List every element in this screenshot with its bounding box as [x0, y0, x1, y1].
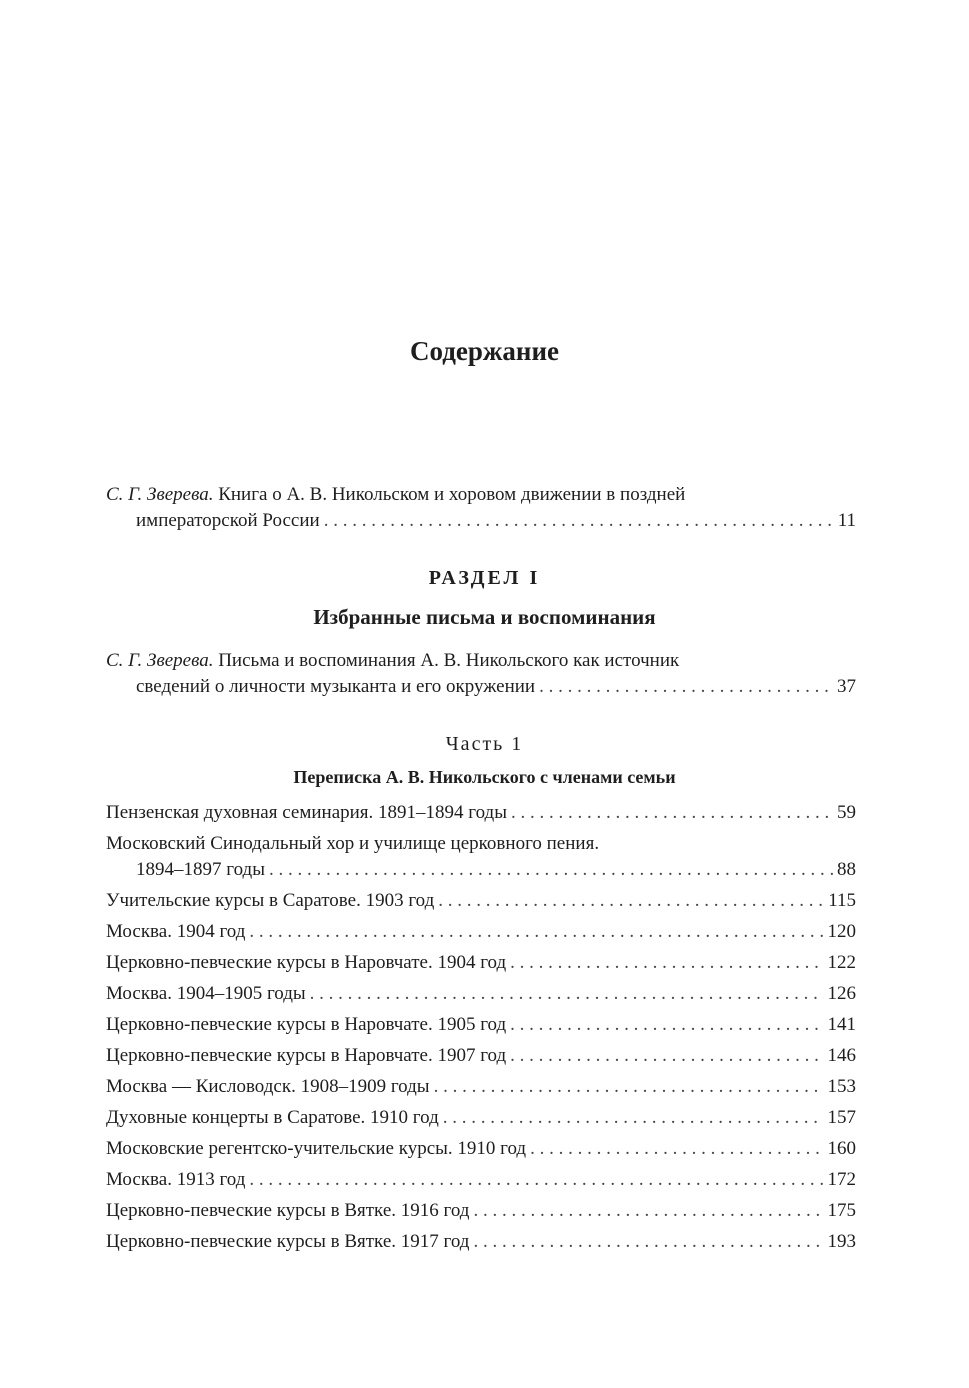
toc-entry-author: С. Г. Зверева.: [106, 650, 214, 671]
dot-leader: [510, 1043, 823, 1069]
section-label: РАЗДЕЛ I: [428, 567, 541, 589]
toc-entry[interactable]: [106, 1229, 856, 1255]
dot-leader: [539, 674, 833, 700]
toc-entry-title: Церковно-певческие курсы в Наровчате. 1905 год: [106, 1014, 507, 1035]
toc-entry-title: Москва. 1904 год: [106, 921, 246, 942]
toc-entry-row: [106, 1074, 856, 1100]
toc-entry-title: Письма и воспоминания А. В. Никольского как источник: [213, 650, 680, 671]
toc-page-number: 120: [827, 921, 856, 942]
toc-entry-row: [106, 800, 856, 826]
dot-leader: [473, 1198, 823, 1224]
dot-leader: [310, 981, 824, 1007]
dot-leader: [530, 1136, 823, 1162]
toc-entry-row: [106, 1167, 856, 1193]
toc-entry-first-line: [106, 648, 856, 674]
toc-page-number: 115: [828, 890, 856, 911]
toc-entry[interactable]: [106, 1105, 856, 1131]
part-label: Часть 1: [445, 733, 524, 755]
toc-entry-title: Церковно-певческие курсы в Вятке. 1917 год: [106, 1231, 470, 1252]
toc-page-number: 157: [827, 1107, 856, 1128]
toc-entry-section1-intro[interactable]: [106, 648, 856, 700]
toc-entry[interactable]: [106, 1043, 856, 1069]
toc-entry[interactable]: [106, 888, 856, 914]
toc-entry-title-continued: императорской России: [136, 510, 320, 531]
dot-leader: [473, 1229, 823, 1255]
toc-entry-title: Книга о А. В. Никольском и хоровом движении в поздней: [213, 484, 686, 505]
toc-entry-title: Духовные концерты в Саратове. 1910 год: [106, 1107, 439, 1128]
dot-leader: [510, 950, 823, 976]
toc-entry-row: [106, 508, 856, 534]
toc-entry[interactable]: [106, 800, 856, 826]
toc-entry[interactable]: [106, 950, 856, 976]
toc-entry-author: С. Г. Зверева.: [106, 484, 214, 505]
toc-page-number: 122: [827, 952, 856, 973]
toc-page-number: 153: [827, 1076, 856, 1097]
toc-entry-intro[interactable]: [106, 482, 856, 534]
dot-leader: [249, 919, 823, 945]
dot-leader: [324, 508, 834, 534]
toc-entry[interactable]: [106, 1167, 856, 1193]
toc-page-number: 37: [837, 676, 856, 697]
toc-entry[interactable]: [106, 981, 856, 1007]
page-title: Содержание: [409, 336, 560, 366]
toc-entry-title: Церковно-певческие курсы в Наровчате. 1907 год: [106, 1045, 507, 1066]
toc-page-number: 59: [837, 802, 856, 823]
dot-leader: [510, 1012, 823, 1038]
toc-page-number: 146: [827, 1045, 856, 1066]
part-title: Переписка А. В. Никольского с членами семьи: [293, 767, 676, 787]
toc-entry-row: [106, 674, 856, 700]
dot-leader: [249, 1167, 823, 1193]
toc-page-number: 126: [827, 983, 856, 1004]
toc-entry-row: [106, 1012, 856, 1038]
toc-entry-row: [106, 888, 856, 914]
toc-entry-row: [106, 950, 856, 976]
toc-page-number: 175: [827, 1200, 856, 1221]
toc-page-number: 88: [837, 859, 856, 880]
toc-entry-title: Церковно-певческие курсы в Вятке. 1916 год: [106, 1200, 470, 1221]
dot-leader: [434, 1074, 824, 1100]
toc-entry-row: [106, 1136, 856, 1162]
dot-leader: [438, 888, 824, 914]
toc-entry-title-continued: 1894–1897 годы: [136, 859, 265, 880]
toc-page-number: 11: [837, 510, 856, 531]
toc-entry-title: Церковно-певческие курсы в Наровчате. 1904 год: [106, 952, 507, 973]
toc-entry-title: Московский Синодальный хор и училище церковного пения.: [106, 833, 600, 854]
toc-entry-title: Пензенская духовная семинария. 1891–1894 годы: [106, 802, 507, 823]
toc-entry-first-line: [106, 482, 856, 508]
toc-entry-row: [106, 981, 856, 1007]
toc-entry-row: [106, 857, 856, 883]
toc-entry-row: [106, 1105, 856, 1131]
dot-leader: [269, 857, 833, 883]
toc-entry-title: Учительские курсы в Саратове. 1903 год: [106, 890, 435, 911]
toc-entry[interactable]: [106, 1136, 856, 1162]
section-title: Избранные письма и воспоминания: [313, 605, 656, 629]
toc-page-number: 193: [827, 1231, 856, 1252]
toc-entry[interactable]: [106, 831, 856, 883]
toc-page-number: 172: [827, 1169, 856, 1190]
toc-entry-title: Москва. 1904–1905 годы: [106, 983, 306, 1004]
toc-entry-title-continued: сведений о личности музыканта и его окружении: [136, 676, 536, 697]
toc-entry-row: [106, 1043, 856, 1069]
dot-leader: [443, 1105, 824, 1131]
toc-entry[interactable]: [106, 1198, 856, 1224]
toc-entry[interactable]: [106, 1012, 856, 1038]
toc-entry-row: [106, 919, 856, 945]
toc-entry-row: [106, 1229, 856, 1255]
toc-entry-title: Москва. 1913 год: [106, 1169, 246, 1190]
toc-entry-row: [106, 1198, 856, 1224]
toc-entry[interactable]: [106, 1074, 856, 1100]
toc-entry[interactable]: [106, 919, 856, 945]
toc-entry-title: Москва — Кисловодск. 1908–1909 годы: [106, 1076, 430, 1097]
dot-leader: [511, 800, 833, 826]
toc-page-number: 141: [827, 1014, 856, 1035]
toc-entry-title: Московские регентско-учительские курсы. 1910 год: [106, 1138, 527, 1159]
toc-page-number: 160: [827, 1138, 856, 1159]
